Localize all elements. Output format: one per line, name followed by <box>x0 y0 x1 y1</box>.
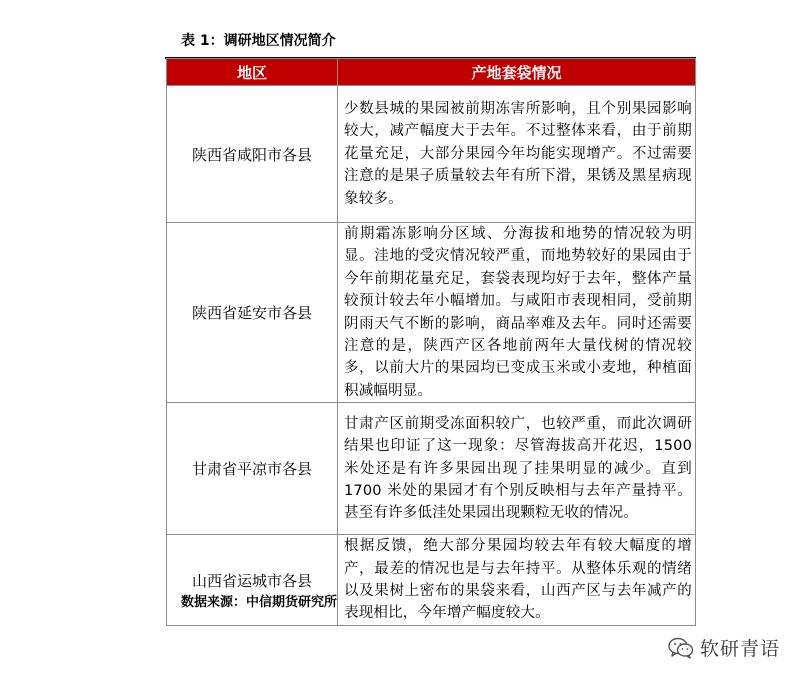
wechat-icon <box>668 637 694 659</box>
data-source-note: 数据来源：中信期货研究所 <box>181 595 338 610</box>
watermark-text: 软研青语 <box>700 638 781 660</box>
watermark <box>668 634 780 661</box>
region-cell: 甘肃省平凉市各县 <box>167 403 338 535</box>
description-cell: 根据反馈，绝大部分果园均较去年有较大幅度的增产，最差的情况也是与去年持平。从整体乐观的情绪以及果树上密布的果袋来看，山西产区与去年减产的表现相比，今年增产幅度较大。 <box>338 535 696 626</box>
table-row <box>167 535 696 626</box>
region-cell: 山西省运城市各县 <box>167 535 338 626</box>
description-cell: 前期霜冻影响分区域、分海拔和地势的情况较为明显。洼地的受灾情况较严重，而地势较好的果园由于今年前期花量充足，套袋表现均好于去年，整体产量较预计较去年小幅增加。与咸阳市表现相同，受前期阴雨天气不断的影响，商品率难及去年。同时还需要注意的是，陕西产区各地前两年大量伐树的情况较多，以前大片的果园均已变成玉米或小麦地，种植面积减幅明显。 <box>338 223 696 403</box>
description-cell: 少数县城的果园被前期冻害所影响，且个别果园影响较大，减产幅度大于去年。不过整体来看，由于前期花量充足，大部分果园今年均能实现增产。不过需要注意的是果子质量较去年有所下滑，果锈及黑星病现象较多。 <box>338 86 696 223</box>
header-region: 地区 <box>167 59 338 86</box>
table-caption: 表 1：调研地区情况简介 <box>181 33 336 49</box>
table-row <box>167 86 696 223</box>
table-row <box>167 403 696 535</box>
description-cell: 甘肃产区前期受冻面积较广，也较严重，而此次调研结果也印证了这一现象：尽管海拔高开花迟，1500 米处还是有许多果园出现了挂果明显的减少。直到 1700 米处的果园才有个别反映相与去年产量持平。甚至有许多低洼处果园出现颗粒无收的情况。 <box>338 403 696 535</box>
header-bagging-status: 产地套袋情况 <box>338 59 696 86</box>
region-cell: 陕西省延安市各县 <box>167 223 338 403</box>
table-row <box>167 223 696 403</box>
region-cell: 陕西省咸阳市各县 <box>167 86 338 223</box>
table-header-row <box>167 59 696 86</box>
region-survey-table <box>166 58 696 626</box>
